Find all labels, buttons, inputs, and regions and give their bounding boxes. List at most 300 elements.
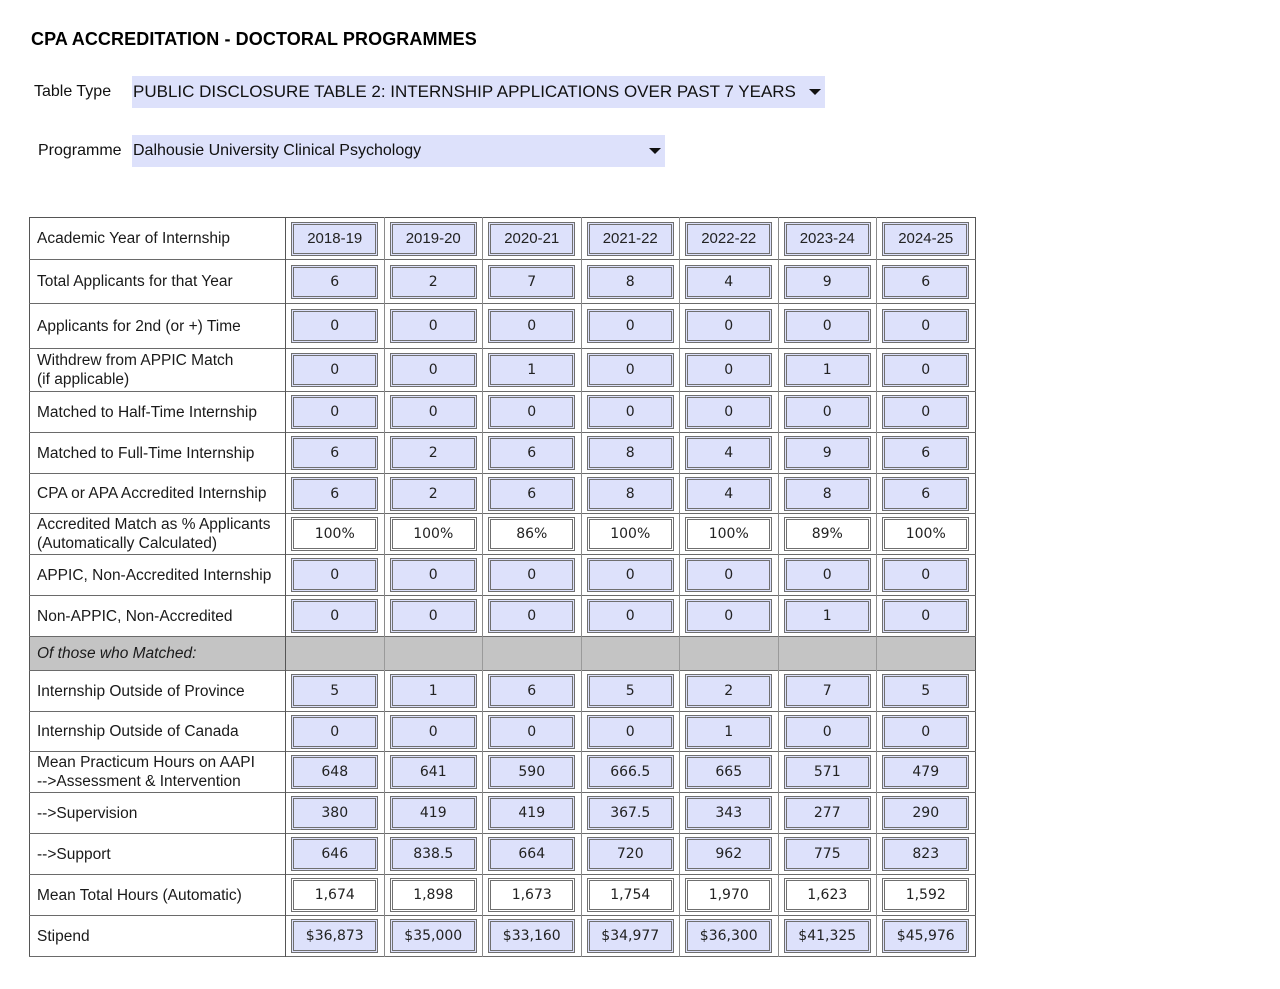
- internship-data-table: [29, 217, 976, 957]
- value-input[interactable]: 6: [882, 436, 969, 470]
- row-supervision: [30, 793, 976, 834]
- data-cell: [877, 712, 976, 752]
- data-cell: [483, 875, 582, 916]
- row-label-text: Total Applicants for that Year: [37, 273, 233, 290]
- row-label: [30, 349, 286, 392]
- row-label: [30, 712, 286, 752]
- calculated-value: 1,673: [488, 878, 575, 912]
- calculated-value: 100%: [291, 517, 378, 551]
- data-cell: [483, 752, 582, 793]
- page-title: CPA ACCREDITATION - DOCTORAL PROGRAMMES: [31, 29, 477, 49]
- value-input[interactable]: $35,000: [390, 919, 477, 953]
- data-cell: [680, 596, 779, 637]
- data-cell: [581, 875, 680, 916]
- row-label: [30, 474, 286, 514]
- row-support: [30, 834, 976, 875]
- section-cell: [483, 637, 582, 671]
- row-label-subtext: -->Assessment & Intervention: [37, 773, 241, 790]
- value-input[interactable]: 6: [488, 436, 575, 470]
- data-cell: [680, 793, 779, 834]
- year-column-header: [384, 218, 483, 260]
- calculated-value: 100%: [882, 517, 969, 551]
- value-input[interactable]: 1: [685, 715, 772, 749]
- value-input[interactable]: 0: [291, 599, 378, 633]
- value-input[interactable]: 0: [784, 395, 871, 429]
- value-input[interactable]: 571: [784, 755, 871, 789]
- data-cell: [384, 834, 483, 875]
- row-label-text: -->Support: [37, 845, 111, 863]
- data-cell: [581, 834, 680, 875]
- value-input[interactable]: 6: [291, 265, 378, 299]
- programme-label: Programme: [38, 142, 122, 159]
- data-cell: [680, 916, 779, 957]
- data-cell: [286, 433, 385, 474]
- row-label: [30, 260, 286, 304]
- value-input[interactable]: 590: [488, 755, 575, 789]
- value-input[interactable]: 0: [291, 309, 378, 343]
- table-type-select[interactable]: [132, 76, 825, 108]
- data-cell: [581, 596, 680, 637]
- calculated-value: 100%: [685, 517, 772, 551]
- row-stipend: [30, 916, 976, 957]
- row-outside-province: [30, 671, 976, 712]
- calculated-value: 1,592: [882, 878, 969, 912]
- value-input[interactable]: 0: [882, 599, 969, 633]
- data-cell: [483, 304, 582, 349]
- row-label: Academic Year of Internship: [30, 218, 286, 260]
- data-cell: [286, 304, 385, 349]
- row-label-text: Internship Outside of Canada: [37, 723, 239, 740]
- value-input[interactable]: 0: [882, 558, 969, 592]
- value-input[interactable]: 5: [587, 674, 674, 708]
- value-input[interactable]: 0: [882, 353, 969, 387]
- data-cell: [581, 793, 680, 834]
- row-label-text: Stipend: [37, 927, 90, 945]
- value-input[interactable]: 0: [390, 309, 477, 343]
- data-cell: [286, 793, 385, 834]
- value-input[interactable]: 0: [587, 599, 674, 633]
- programme-select[interactable]: [132, 135, 665, 167]
- value-input[interactable]: 720: [587, 837, 674, 871]
- row-label: [30, 671, 286, 712]
- data-cell: [384, 555, 483, 596]
- year-field[interactable]: 2021-22: [587, 222, 674, 256]
- value-input[interactable]: 0: [685, 558, 772, 592]
- row-label: [30, 596, 286, 637]
- section-cell: [877, 637, 976, 671]
- header-row: [30, 218, 976, 260]
- row-accredited-match-pct: [30, 514, 976, 555]
- data-cell: [384, 916, 483, 957]
- data-cell: [384, 260, 483, 304]
- data-cell: [778, 349, 877, 392]
- data-cell: [778, 752, 877, 793]
- data-cell: [877, 916, 976, 957]
- data-cell: [581, 712, 680, 752]
- data-cell: [778, 834, 877, 875]
- value-input[interactable]: 0: [685, 599, 772, 633]
- data-cell: [483, 916, 582, 957]
- data-cell: [483, 834, 582, 875]
- data-cell: [877, 304, 976, 349]
- value-input[interactable]: 0: [685, 395, 772, 429]
- section-cell: [680, 637, 779, 671]
- year-field[interactable]: 2023-24: [784, 222, 871, 256]
- programme-value: Dalhousie University Clinical Psychology: [133, 142, 422, 159]
- value-input[interactable]: 2: [390, 477, 477, 511]
- value-input[interactable]: 479: [882, 755, 969, 789]
- value-input[interactable]: 0: [784, 309, 871, 343]
- value-input[interactable]: 6: [291, 436, 378, 470]
- row-appic-non-accredited: [30, 555, 976, 596]
- data-cell: [286, 752, 385, 793]
- row-label-text: Non-APPIC, Non-Accredited: [37, 607, 233, 625]
- row-label-text: Internship Outside of Province: [37, 682, 245, 700]
- data-cell: [877, 793, 976, 834]
- data-cell: [877, 474, 976, 514]
- row-label-text: Matched to Half-Time Internship: [37, 403, 257, 421]
- data-cell: [483, 433, 582, 474]
- value-input[interactable]: 0: [882, 395, 969, 429]
- data-cell: [483, 260, 582, 304]
- data-cell: [581, 555, 680, 596]
- value-input[interactable]: 0: [587, 395, 674, 429]
- row-label-text: -->Supervision: [37, 804, 138, 822]
- value-input[interactable]: 0: [685, 353, 772, 387]
- value-input[interactable]: 7: [784, 674, 871, 708]
- data-cell: [778, 392, 877, 433]
- row-label: [30, 916, 286, 957]
- chevron-down-icon[interactable]: [809, 89, 821, 95]
- data-cell: [483, 474, 582, 514]
- row-label-text: Withdrew from APPIC Match: [37, 352, 234, 369]
- data-cell: [286, 671, 385, 712]
- data-cell: [680, 392, 779, 433]
- value-input[interactable]: 419: [488, 796, 575, 830]
- data-cell: [384, 433, 483, 474]
- data-cell: [384, 596, 483, 637]
- data-cell: [778, 514, 877, 555]
- value-input[interactable]: 0: [291, 353, 378, 387]
- value-input[interactable]: 8: [587, 477, 674, 511]
- value-input[interactable]: 6: [291, 477, 378, 511]
- value-input[interactable]: 0: [291, 558, 378, 592]
- value-input[interactable]: 367.5: [587, 796, 674, 830]
- calculated-value: 1,623: [784, 878, 871, 912]
- value-input[interactable]: 0: [390, 715, 477, 749]
- data-cell: [286, 349, 385, 392]
- data-cell: [680, 875, 779, 916]
- row-label-text: Applicants for 2nd (or +) Time: [37, 317, 241, 335]
- value-input[interactable]: 962: [685, 837, 772, 871]
- value-input[interactable]: 664: [488, 837, 575, 871]
- value-input[interactable]: 0: [390, 599, 477, 633]
- row-label-text: Mean Practicum Hours on AAPI: [37, 754, 255, 771]
- data-cell: [286, 596, 385, 637]
- value-input[interactable]: 0: [488, 558, 575, 592]
- data-cell: [483, 349, 582, 392]
- value-input[interactable]: 0: [390, 558, 477, 592]
- value-input[interactable]: 0: [291, 395, 378, 429]
- data-cell: [778, 474, 877, 514]
- value-input[interactable]: 7: [488, 265, 575, 299]
- value-input[interactable]: 648: [291, 755, 378, 789]
- year-field[interactable]: 2019-20: [390, 222, 477, 256]
- data-cell: [778, 712, 877, 752]
- row-label-text: Of those who Matched:: [37, 645, 197, 662]
- data-cell: [877, 514, 976, 555]
- row-non-appic-non-accredited: [30, 596, 976, 637]
- data-cell: [384, 671, 483, 712]
- data-cell: [778, 671, 877, 712]
- value-input[interactable]: 5: [291, 674, 378, 708]
- calculated-value: 100%: [390, 517, 477, 551]
- data-cell: [581, 671, 680, 712]
- row-label: [30, 875, 286, 916]
- data-cell: [483, 392, 582, 433]
- value-input[interactable]: 6: [488, 477, 575, 511]
- data-cell: [286, 712, 385, 752]
- value-input[interactable]: 0: [784, 715, 871, 749]
- data-cell: [483, 671, 582, 712]
- value-input[interactable]: 666.5: [587, 755, 674, 789]
- value-input[interactable]: 0: [488, 309, 575, 343]
- data-cell: [483, 596, 582, 637]
- data-cell: [483, 793, 582, 834]
- data-cell: [877, 875, 976, 916]
- value-input[interactable]: $41,325: [784, 919, 871, 953]
- value-input[interactable]: 2: [390, 265, 477, 299]
- value-input[interactable]: 646: [291, 837, 378, 871]
- row-label-text: Accredited Match as % Applicants: [37, 516, 271, 533]
- value-input[interactable]: 1: [390, 674, 477, 708]
- data-cell: [483, 712, 582, 752]
- row-label-text: Matched to Full-Time Internship: [37, 444, 255, 462]
- value-input[interactable]: 6: [882, 265, 969, 299]
- calculated-value: 1,754: [587, 878, 674, 912]
- data-cell: [778, 596, 877, 637]
- year-column-header: [680, 218, 779, 260]
- data-cell: [581, 349, 680, 392]
- value-input[interactable]: 2: [685, 674, 772, 708]
- year-column-header: [778, 218, 877, 260]
- value-input[interactable]: 380: [291, 796, 378, 830]
- value-input[interactable]: 0: [390, 353, 477, 387]
- calculated-value: 100%: [587, 517, 674, 551]
- row-total-applicants: [30, 260, 976, 304]
- data-cell: [483, 514, 582, 555]
- value-input[interactable]: 343: [685, 796, 772, 830]
- year-field[interactable]: 2018-19: [291, 222, 378, 256]
- data-cell: [384, 349, 483, 392]
- value-input[interactable]: 9: [784, 436, 871, 470]
- table-type-label: Table Type: [34, 83, 112, 100]
- data-cell: [877, 260, 976, 304]
- data-cell: [384, 392, 483, 433]
- data-cell: [778, 875, 877, 916]
- data-cell: [680, 671, 779, 712]
- row-label: [30, 433, 286, 474]
- calculated-value: 1,898: [390, 878, 477, 912]
- row-withdrew-appic: [30, 349, 976, 392]
- data-cell: [778, 433, 877, 474]
- row-label-subtext: (Automatically Calculated): [37, 535, 218, 552]
- value-input[interactable]: 1: [488, 353, 575, 387]
- value-input[interactable]: 0: [488, 599, 575, 633]
- data-cell: [286, 392, 385, 433]
- row-label: [30, 514, 286, 555]
- data-cell: [877, 555, 976, 596]
- row-label-text: Mean Total Hours (Automatic): [37, 886, 242, 904]
- data-cell: [778, 304, 877, 349]
- value-input[interactable]: 641: [390, 755, 477, 789]
- value-input[interactable]: 8: [784, 477, 871, 511]
- data-cell: [877, 671, 976, 712]
- data-cell: [680, 514, 779, 555]
- table-type-value: PUBLIC DISCLOSURE TABLE 2: INTERNSHIP APPLICATIONS OVER PAST 7 YEARS: [133, 82, 796, 101]
- data-cell: [286, 916, 385, 957]
- value-input[interactable]: 0: [488, 715, 575, 749]
- year-column-header: [286, 218, 385, 260]
- section-cell: [286, 637, 385, 671]
- row-label: [30, 304, 286, 349]
- data-cell: [877, 596, 976, 637]
- row-label-text: CPA or APA Accredited Internship: [37, 485, 267, 502]
- value-input[interactable]: 0: [882, 715, 969, 749]
- data-cell: [877, 834, 976, 875]
- value-input[interactable]: 0: [291, 715, 378, 749]
- value-input[interactable]: 823: [882, 837, 969, 871]
- data-cell: [581, 916, 680, 957]
- data-cell: [581, 433, 680, 474]
- section-cell: [778, 637, 877, 671]
- value-input[interactable]: 1: [784, 353, 871, 387]
- row-matched-half-time: [30, 392, 976, 433]
- value-input[interactable]: 9: [784, 265, 871, 299]
- row-label: [30, 392, 286, 433]
- data-cell: [384, 793, 483, 834]
- data-cell: [680, 260, 779, 304]
- value-input[interactable]: 2: [390, 436, 477, 470]
- value-input[interactable]: 8: [587, 436, 674, 470]
- row-label: [30, 555, 286, 596]
- value-input[interactable]: 6: [488, 674, 575, 708]
- value-input[interactable]: 4: [685, 477, 772, 511]
- chevron-down-icon[interactable]: [649, 148, 661, 154]
- value-input[interactable]: 0: [685, 309, 772, 343]
- value-input[interactable]: 277: [784, 796, 871, 830]
- year-field[interactable]: 2020-21: [488, 222, 575, 256]
- row-matched-full-time: [30, 433, 976, 474]
- row-cpa-apa-accredited: [30, 474, 976, 514]
- value-input[interactable]: 0: [587, 353, 674, 387]
- data-cell: [384, 712, 483, 752]
- calculated-value: 86%: [488, 517, 575, 551]
- data-cell: [877, 433, 976, 474]
- data-cell: [286, 555, 385, 596]
- data-cell: [680, 712, 779, 752]
- value-input[interactable]: 0: [488, 395, 575, 429]
- data-cell: [680, 752, 779, 793]
- value-input[interactable]: 4: [685, 265, 772, 299]
- data-cell: [483, 555, 582, 596]
- data-cell: [680, 555, 779, 596]
- calculated-value: 1,674: [291, 878, 378, 912]
- data-cell: [877, 752, 976, 793]
- data-cell: [778, 793, 877, 834]
- data-cell: [581, 260, 680, 304]
- data-cell: [581, 752, 680, 793]
- data-cell: [384, 875, 483, 916]
- row-label-subtext: (if applicable): [37, 371, 130, 388]
- value-input[interactable]: 5: [882, 674, 969, 708]
- data-cell: [384, 304, 483, 349]
- data-cell: [384, 752, 483, 793]
- data-cell: [286, 474, 385, 514]
- value-input[interactable]: 1: [784, 599, 871, 633]
- value-input[interactable]: 838.5: [390, 837, 477, 871]
- value-input[interactable]: $45,976: [882, 919, 969, 953]
- year-column-header: [581, 218, 680, 260]
- data-cell: [286, 834, 385, 875]
- data-cell: [778, 916, 877, 957]
- calculated-value: 1,970: [685, 878, 772, 912]
- value-input[interactable]: 290: [882, 796, 969, 830]
- data-cell: [680, 834, 779, 875]
- year-field[interactable]: 2022-22: [685, 222, 772, 256]
- data-cell: [286, 514, 385, 555]
- row-label-text: APPIC, Non-Accredited Internship: [37, 566, 272, 584]
- value-input[interactable]: $33,160: [488, 919, 575, 953]
- data-cell: [581, 392, 680, 433]
- data-cell: [680, 349, 779, 392]
- value-input[interactable]: 0: [587, 309, 674, 343]
- value-input[interactable]: $36,300: [685, 919, 772, 953]
- data-cell: [877, 349, 976, 392]
- data-cell: [581, 304, 680, 349]
- row-label: [30, 834, 286, 875]
- year-column-header: [483, 218, 582, 260]
- section-cell: [384, 637, 483, 671]
- value-input[interactable]: $34,977: [587, 919, 674, 953]
- row-of-those-who-matched: [30, 637, 976, 671]
- value-input[interactable]: 775: [784, 837, 871, 871]
- value-input[interactable]: 0: [587, 715, 674, 749]
- value-input[interactable]: 4: [685, 436, 772, 470]
- value-input[interactable]: 0: [784, 558, 871, 592]
- row-outside-canada: [30, 712, 976, 752]
- data-cell: [877, 392, 976, 433]
- data-cell: [680, 304, 779, 349]
- value-input[interactable]: 0: [390, 395, 477, 429]
- value-input[interactable]: 8: [587, 265, 674, 299]
- data-cell: [778, 260, 877, 304]
- row-mean-total-hours: [30, 875, 976, 916]
- value-input[interactable]: 665: [685, 755, 772, 789]
- value-input[interactable]: $36,873: [291, 919, 378, 953]
- row-label: [30, 793, 286, 834]
- row-label: [30, 637, 286, 671]
- value-input[interactable]: 6: [882, 477, 969, 511]
- data-cell: [778, 555, 877, 596]
- data-cell: [286, 875, 385, 916]
- value-input[interactable]: 0: [882, 309, 969, 343]
- row-mean-practicum-assessment: [30, 752, 976, 793]
- value-input[interactable]: 0: [587, 558, 674, 592]
- year-field[interactable]: 2024-25: [882, 222, 969, 256]
- value-input[interactable]: 419: [390, 796, 477, 830]
- data-cell: [680, 433, 779, 474]
